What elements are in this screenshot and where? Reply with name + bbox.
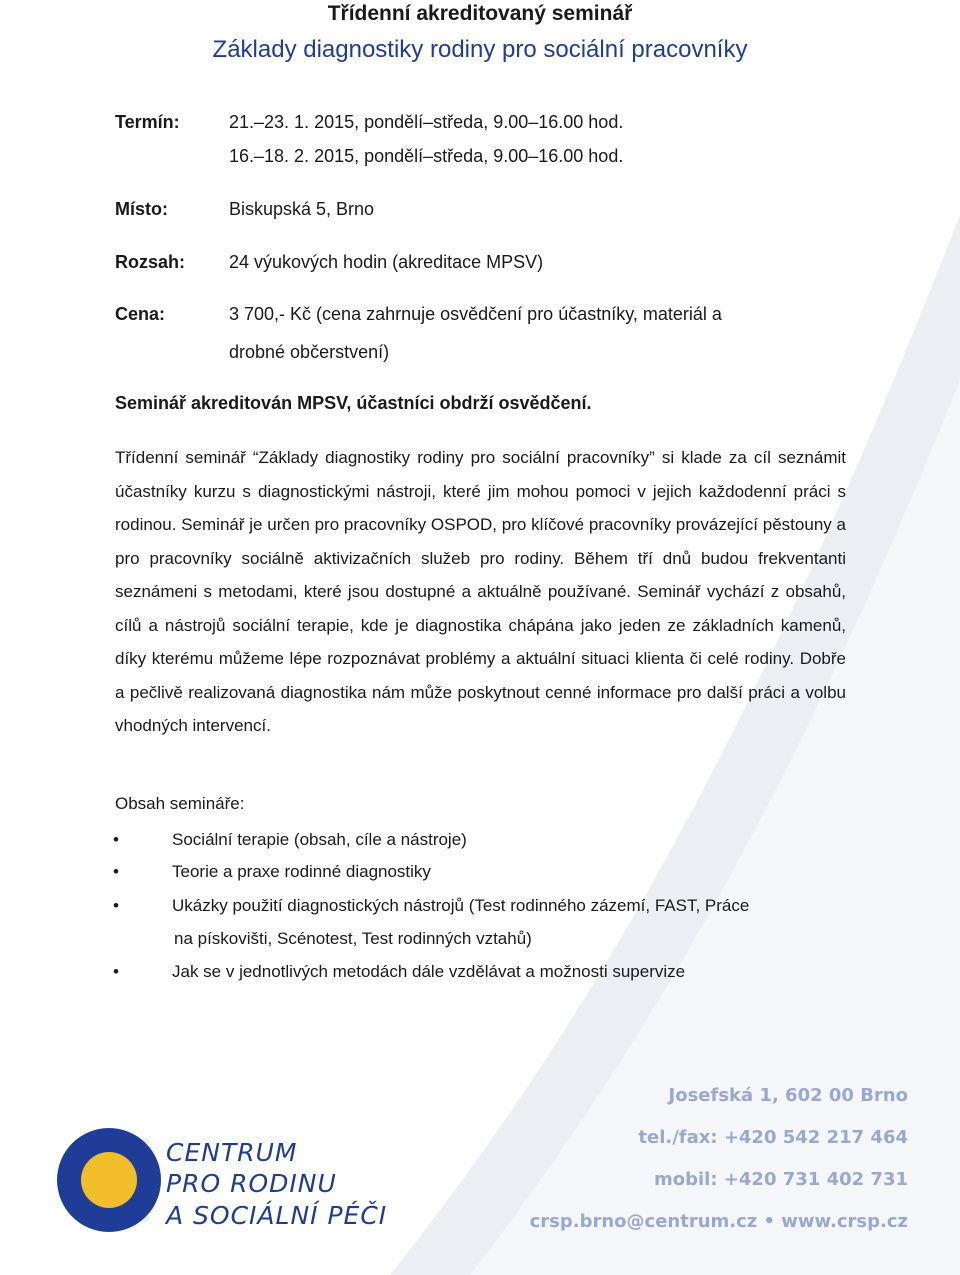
- termin-value-1: 21.–23. 1. 2015, pondělí–středa, 9.00–16.00 hod.: [229, 112, 624, 132]
- contact-phone: tel./fax: +420 542 217 464: [638, 1127, 908, 1148]
- cena-value-1: 3 700,- Kč (cena zahrnuje osvědčení pro účastníky, materiál a: [229, 304, 722, 324]
- page-title: Třídenní akreditovaný seminář: [327, 2, 633, 25]
- bullet-marker: •: [113, 962, 119, 981]
- list-item-continuation: na pískovišti, Scénotest, Test rodinných vztahů): [174, 929, 532, 948]
- list-item: Ukázky použití diagnostických nástrojů (Test rodinného zázemí, FAST, Práce: [172, 896, 750, 915]
- contact-web: crsp.brno@centrum.cz • www.crsp.cz: [529, 1211, 908, 1232]
- bullet-marker: •: [113, 830, 119, 849]
- termin-value-2: 16.–18. 2. 2015, pondělí–středa, 9.00–16.00 hod.: [229, 146, 624, 166]
- contact-mobile: mobil: +420 731 402 731: [654, 1169, 908, 1190]
- list-item: Jak se v jednotlivých metodách dále vzdělávat a možnosti supervize: [172, 962, 686, 981]
- misto-value: Biskupská 5, Brno: [229, 199, 375, 219]
- logo-text-line1: CENTRUM: [166, 1138, 298, 1167]
- rozsah-label: Rozsah:: [115, 252, 186, 272]
- contents-title: Obsah semináře:: [115, 794, 245, 813]
- cena-label: Cena:: [115, 304, 166, 324]
- termin-label: Termín:: [115, 112, 180, 132]
- page-subtitle: Základy diagnostiky rodiny pro sociální pracovníky: [212, 36, 748, 63]
- cena-value-2: drobné občerstvení): [229, 342, 390, 362]
- logo-circle-icon: [54, 1125, 164, 1235]
- list-item: Sociální terapie (obsah, cíle a nástroje): [172, 830, 467, 849]
- contact-address: Josefská 1, 602 00 Brno: [668, 1085, 908, 1106]
- logo-text-line2: PRO RODINU: [166, 1169, 337, 1198]
- description-paragraph: Třídenní seminář “Základy diagnostiky rodiny pro sociální pracovníky” si klade za cíl seznámit účastníky kurzu s diagnostickými nástroji, které jim mohou pomoci v jejich každodenní práci s rodinou. Seminář je určen pro pracovníky OSPOD, pro klíčové pracovníky provázející pěstouny a pro pracovníky sociálně aktivizačních služeb pro rodiny. Během tří dnů budou frekventanti seznámeni s metodami, které jsou dostupné a aktuálně používané. Seminář vychází z obsahů, cílů a nástrojů sociální terapie, kde je diagnostika chápána jako jeden ze základních kamenů, díky kterému můžeme lépe rozpoznávat problémy a aktuální situaci klienta či celé rodiny. Dobře a pečlivě realizovaná diagnostika nám může poskytnout cenné informace pro další práci a volbu vhodných intervencí.: [115, 448, 846, 735]
- bullet-marker: •: [113, 896, 119, 915]
- accreditation-note: Seminář akreditován MPSV, účastníci obdrží osvědčení.: [115, 393, 592, 413]
- list-item: Teorie a praxe rodinné diagnostiky: [172, 862, 431, 881]
- misto-label: Místo:: [115, 199, 168, 219]
- logo-text-line3: A SOCIÁLNÍ PÉČI: [166, 1201, 388, 1230]
- bullet-marker: •: [113, 862, 119, 881]
- rozsah-value: 24 výukových hodin (akreditace MPSV): [229, 252, 544, 272]
